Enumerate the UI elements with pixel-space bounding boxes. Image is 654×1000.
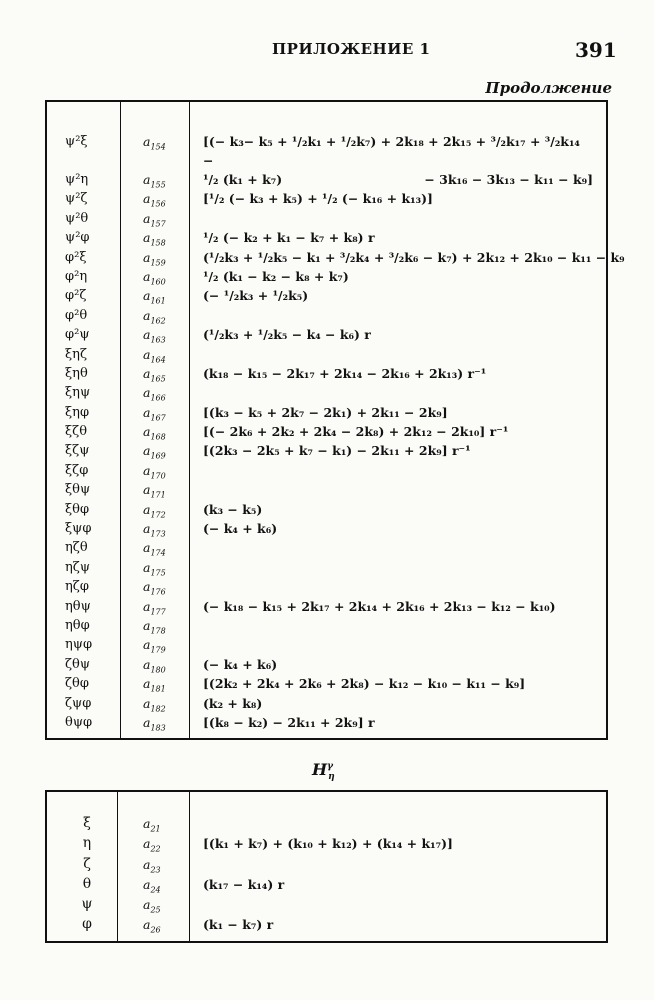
row-expression: (¹/₂k₃ + ¹/₂k₅ − k₁ + ³/₂k₄ + ³/₂k₆ − k₇) + 2k₁₂ + 2k₁₀ − k₁₁ − k₉ — [203, 249, 625, 265]
table-row — [47, 228, 606, 247]
row-coefficient: $a_{164}$ — [143, 346, 166, 365]
row-coefficient: $a_{24}$ — [143, 876, 161, 895]
table-row — [47, 895, 606, 915]
section-title: $H^\gamma_\eta$ — [312, 760, 335, 783]
row-coefficient: $a_{158}$ — [143, 230, 166, 248]
continuation-label: Продолжение — [485, 79, 612, 97]
row-coefficient: $a_{26}$ — [143, 917, 161, 935]
row-expression: [(2k₂ + 2k₄ + 2k₆ + 2k₈) − k₁₂ − k₁₀ − k₁₁ − k₉] — [203, 676, 526, 692]
row-expression: (− ¹/₂k₃ + ¹/₂k₅) — [203, 288, 309, 304]
row-variables: ζ — [83, 855, 91, 872]
row-expression: (− k₄ + k₆) — [203, 521, 278, 537]
row-variables: ξζψ — [65, 443, 90, 459]
row-variables: ψ²θ — [65, 210, 89, 226]
table-row — [47, 577, 606, 596]
row-coefficient: $a_{25}$ — [143, 897, 161, 915]
row-coefficient: $a_{178}$ — [143, 617, 166, 636]
table-row — [47, 248, 625, 268]
row-coefficient: $a_{171}$ — [143, 482, 166, 500]
table-row — [47, 635, 606, 654]
row-coefficient: $a_{157}$ — [143, 210, 166, 229]
row-coefficient: $a_{23}$ — [143, 856, 161, 875]
table-row — [47, 286, 606, 305]
row-expression: ¹/₂ (k₁ − k₂ − k₈ + k₇) — [203, 268, 349, 284]
row-expression: (k₁ − k₇) r — [203, 917, 274, 933]
row-coefficient: $a_{160}$ — [143, 268, 166, 287]
row-coefficient: $a_{172}$ — [143, 501, 166, 520]
row-expression: [(k₁ + k₇) + (k₁₀ + k₁₂) + (k₁₄ + k₁₇)] — [203, 836, 453, 852]
row-coefficient: $a_{170}$ — [143, 462, 166, 481]
row-expression: ¹/₂ (k₁ + k₇) — [203, 172, 283, 187]
row-expression: [(− k₃− k₅ + ¹/₂k₁ + ¹/₂k₇) + 2k₁₈ + 2k₁₅ + ³/₂k₁₇ + ³/₂k₁₄ − − 3k₁₆ − 3k₁₃ − k₁₁ − k₉] — [203, 134, 593, 187]
row-variables: ξζφ — [65, 462, 89, 478]
row-variables: φ — [82, 916, 92, 933]
table-row — [47, 364, 606, 383]
row-expression: [(− 2k₆ + 2k₂ + 2k₄ − 2k₈) + 2k₁₂ − 2k₁₀] r⁻¹ — [203, 424, 509, 440]
row-variables: ξηψ — [65, 385, 91, 401]
table-row — [47, 519, 606, 538]
row-variables: φ²ζ — [65, 288, 87, 304]
row-variables: φ²ψ — [65, 327, 90, 343]
row-variables: θ — [82, 875, 92, 892]
row-expression: (k₂ + k₈) — [203, 695, 263, 711]
row-coefficient: $a_{166}$ — [143, 385, 166, 403]
table-row — [47, 170, 606, 189]
running-header: ПРИЛОЖЕНИЕ 1 — [272, 40, 431, 58]
table-row — [47, 674, 606, 693]
row-variables: ψ²η — [65, 172, 89, 187]
row-expression: [¹/₂ (− k₃ + k₅) + ¹/₂ (− k₁₆ + k₁₃)] — [203, 191, 433, 207]
row-variables: ηθφ — [65, 617, 90, 633]
row-coefficient: $a_{154}$ — [143, 134, 166, 152]
row-variables: ηζψ — [65, 559, 91, 575]
row-coefficient: $a_{183}$ — [143, 714, 166, 733]
row-variables: ηζφ — [65, 579, 89, 595]
row-variables: ζθφ — [65, 676, 89, 692]
row-coefficient: $a_{156}$ — [143, 191, 166, 209]
table-row — [47, 616, 606, 635]
row-variables: ηψφ — [65, 637, 93, 653]
table-row — [47, 814, 606, 834]
row-expression: (k₁₈ − k₁₅ − 2k₁₇ + 2k₁₄ − 2k₁₆ + 2k₁₃) r⁻¹ — [203, 365, 487, 381]
table-row — [47, 422, 606, 441]
table-row — [47, 345, 606, 364]
table-body — [47, 814, 606, 936]
row-coefficient: $a_{22}$ — [143, 836, 161, 854]
table-row — [47, 713, 606, 732]
row-coefficient: $a_{159}$ — [143, 249, 166, 268]
row-variables: ζθψ — [65, 656, 91, 672]
row-coefficient: $a_{21}$ — [143, 816, 161, 834]
row-coefficient: $a_{165}$ — [143, 365, 166, 384]
table-row — [47, 875, 606, 895]
row-expression: (k₁₇ − k₁₄) r — [203, 876, 285, 892]
table-row — [47, 834, 606, 854]
table-row — [47, 915, 606, 935]
table-row — [47, 403, 606, 422]
row-expression: (k₃ − k₅) — [203, 501, 263, 517]
row-coefficient: $a_{169}$ — [143, 443, 166, 461]
row-coefficient: $a_{155}$ — [143, 172, 166, 190]
table-row — [47, 480, 606, 499]
row-variables: ξθφ — [65, 501, 90, 517]
row-variables: ψ²φ — [65, 230, 90, 246]
row-variables: φ²η — [65, 268, 88, 284]
row-coefficient: $a_{182}$ — [143, 695, 166, 714]
row-variables: ξηθ — [65, 365, 88, 381]
row-variables: η — [82, 835, 92, 852]
row-expression: (− k₁₈ − k₁₅ + 2k₁₇ + 2k₁₄ + 2k₁₆ + 2k₁₃ − k₁₂ − k₁₀) — [203, 598, 556, 614]
row-expression: [(k₈ − k₂) − 2k₁₁ + 2k₉] r — [203, 714, 375, 730]
row-coefficient: $a_{174}$ — [143, 540, 166, 558]
coefficient-table-h-gamma-eta — [45, 790, 608, 943]
row-variables: ξθψ — [65, 482, 91, 498]
row-variables: ξψφ — [65, 521, 92, 537]
row-coefficient: $a_{167}$ — [143, 404, 166, 423]
row-variables: φ²ξ — [65, 249, 87, 265]
row-variables: ζψφ — [65, 695, 92, 711]
table-row — [47, 267, 606, 286]
table-row — [47, 558, 606, 577]
page-number: 391 — [575, 38, 617, 62]
table-row — [47, 597, 606, 616]
table-row — [47, 655, 606, 674]
table-row — [47, 694, 606, 713]
row-coefficient: $a_{175}$ — [143, 559, 166, 578]
row-expression: (− k₄ + k₆) — [203, 656, 278, 672]
row-variables: ξζθ — [65, 424, 88, 440]
row-variables: ηζθ — [65, 540, 88, 556]
row-variables: ηθψ — [65, 598, 91, 614]
row-expression: ¹/₂ (− k₂ + k₁ − k₇ + k₈) r — [203, 230, 375, 246]
table-row — [47, 189, 606, 208]
row-coefficient: $a_{163}$ — [143, 327, 166, 345]
row-coefficient: $a_{177}$ — [143, 598, 166, 617]
row-expression: [(k₃ − k₅ + 2k₇ − 2k₁) + 2k₁₁ − 2k₉] — [203, 404, 448, 420]
row-coefficient: $a_{168}$ — [143, 424, 166, 442]
table-row — [47, 855, 606, 875]
row-coefficient: $a_{176}$ — [143, 579, 166, 597]
row-variables: ψ²ξ — [65, 134, 88, 149]
row-variables: ξηφ — [65, 404, 90, 420]
row-expression: [(2k₃ − 2k₅ + k₇ − k₁) − 2k₁₁ + 2k₉] r⁻¹ — [203, 443, 471, 459]
row-variables: ψ — [81, 896, 93, 913]
row-coefficient: $a_{161}$ — [143, 288, 166, 306]
coefficient-table-main — [45, 100, 625, 740]
table-row — [47, 441, 606, 460]
table-row — [47, 306, 606, 325]
row-variables: ξηζ — [65, 346, 87, 362]
row-coefficient: $a_{181}$ — [143, 676, 166, 694]
row-variables: φ²θ — [65, 307, 88, 323]
row-coefficient: $a_{173}$ — [143, 521, 166, 539]
table-row — [47, 325, 606, 344]
row-variables: θψφ — [65, 714, 93, 730]
row-coefficient: $a_{179}$ — [143, 637, 166, 655]
table-row — [47, 209, 606, 228]
row-coefficient: $a_{180}$ — [143, 656, 166, 675]
table-row — [47, 500, 606, 519]
table-body — [47, 132, 625, 733]
row-expression: (¹/₂k₃ + ¹/₂k₅ − k₄ − k₆) r — [203, 327, 371, 343]
row-variables: ψ²ζ — [65, 191, 88, 207]
table-row — [47, 461, 606, 480]
table-row — [47, 538, 606, 557]
row-coefficient: $a_{162}$ — [143, 307, 166, 326]
row-variables: ξ — [83, 815, 91, 831]
table-row — [47, 383, 606, 402]
